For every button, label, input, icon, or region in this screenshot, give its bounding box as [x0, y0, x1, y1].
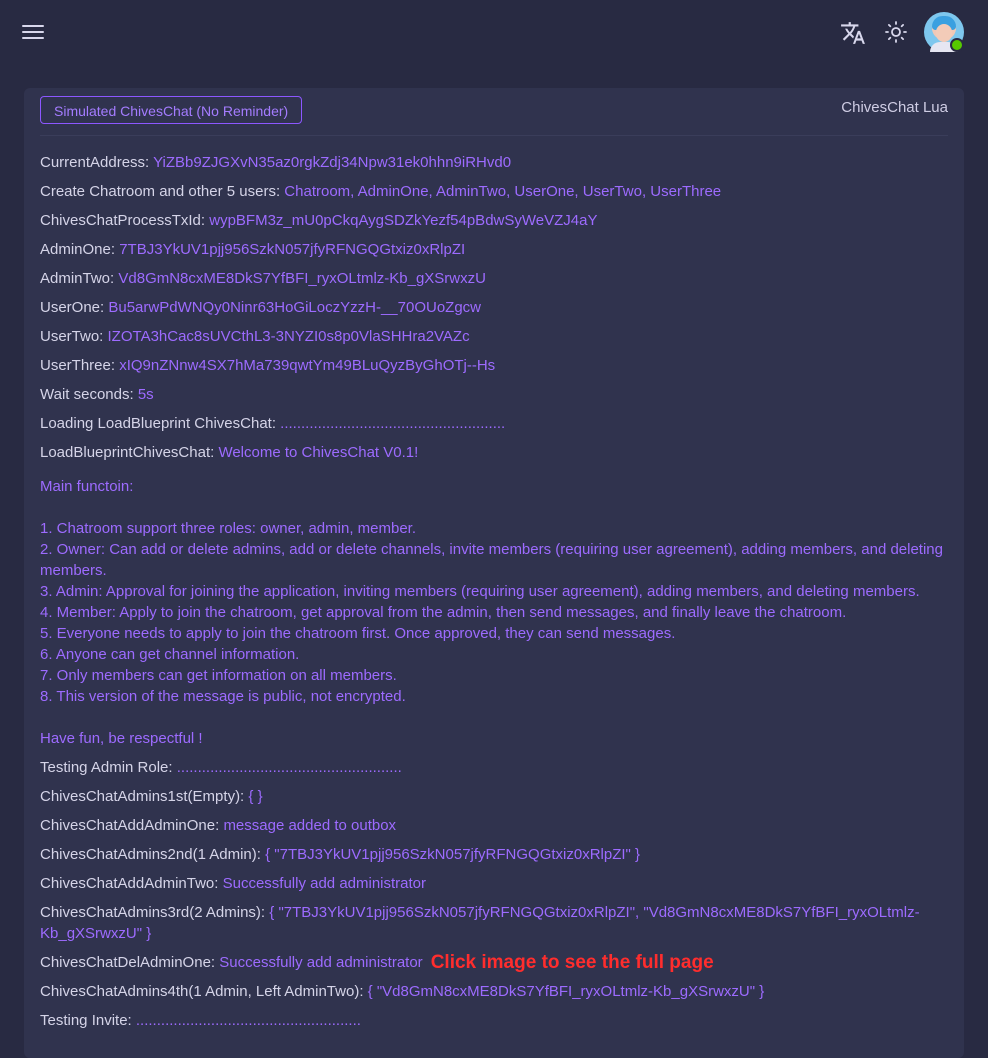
log-label: Testing Admin Role:	[40, 759, 177, 776]
log-line	[40, 152, 950, 173]
log-value: 7TBJ3YkUV1pjj956SzkN057jfyRFNGQGtxiz0xRlpZI	[119, 241, 466, 258]
log-label: ChivesChatAdmins1st(Empty):	[40, 788, 249, 805]
log-value: 5s	[137, 386, 154, 403]
log-line	[40, 326, 950, 347]
sun-icon[interactable]	[884, 20, 908, 44]
log-value: Welcome to ChivesChat V0.1!	[218, 444, 419, 461]
full-page-annotation[interactable]: Click image to see the full page	[430, 952, 714, 973]
log-label: ChivesChatAdmins2nd(1 Admin):	[40, 846, 266, 863]
log-label: CurrentAddress:	[40, 154, 154, 171]
log-value: { "7TBJ3YkUV1pjj956SzkN057jfyRFNGQGtxiz0xRlpZI" }	[265, 846, 641, 863]
log-line	[40, 181, 950, 202]
log-label: UserOne:	[40, 299, 109, 316]
log-line	[40, 981, 950, 1002]
log-line	[40, 902, 950, 944]
log-output	[40, 152, 950, 1039]
log-label: AdminOne:	[40, 241, 120, 258]
translate-icon[interactable]	[840, 20, 866, 46]
log-value: Vd8GmN8cxME8DkS7YfBFI_ryxOLtmlz-Kb_gXSrwxzU	[118, 270, 486, 287]
log-label: Create Chatroom and other 5 users:	[40, 183, 285, 200]
welcome-item: 4. Member: Apply to join the chatroom, get approval from the admin, then send messages, and finally leave the chatroom.	[40, 604, 847, 621]
welcome-item: 2. Owner: Can add or delete admins, add or delete channels, invite members (requiring user agreement), adding members, and deleting members.	[40, 541, 943, 579]
log-value: ......................................................	[280, 415, 506, 432]
log-line	[40, 442, 950, 463]
online-status-badge	[950, 38, 964, 52]
log-line	[40, 1010, 950, 1031]
log-value: Chatroom, AdminOne, AdminTwo, UserOne, UserTwo, UserThree	[284, 183, 722, 200]
log-line	[40, 355, 950, 376]
log-value: xIQ9nZNnw4SX7hMa739qwtYm49BLuQyzByGhOTj--Hs	[119, 357, 496, 374]
log-label: UserThree:	[40, 357, 120, 374]
log-lines-setup	[40, 152, 950, 463]
welcome-item: 7. Only members can get information on all members.	[40, 667, 397, 684]
log-line	[40, 873, 950, 894]
welcome-item: 6. Anyone can get channel information.	[40, 646, 300, 663]
chat-simulation-card	[24, 88, 964, 1058]
log-lines-admin	[40, 757, 950, 944]
log-value: wypBFM3z_mU0pCkqAygSDZkYezf54pBdwSyWeVZJ4aY	[209, 212, 598, 229]
log-line	[40, 384, 950, 405]
log-label: Wait seconds:	[40, 386, 138, 403]
log-line	[40, 210, 950, 231]
log-label: ChivesChatAdmins3rd(2 Admins):	[40, 904, 270, 921]
log-value: Bu5arwPdWNQy0Ninr63HoGiLoczYzzH-__70OUoZgcw	[108, 299, 481, 316]
welcome-message-block	[40, 476, 950, 749]
top-bar	[0, 0, 988, 64]
log-line	[40, 268, 950, 289]
log-label: Loading LoadBlueprint ChivesChat:	[40, 415, 281, 432]
log-value: YiZBb9ZJGXvN35az0rgkZdj34Npw31ek0hhn9iRHvd0	[153, 154, 512, 171]
log-line-del-admin	[40, 952, 950, 973]
log-value: { "7TBJ3YkUV1pjj956SzkN057jfyRFNGQGtxiz0xRlpZI", "Vd8GmN8cxME8DkS7YfBFI_ryxOLtmlz-Kb_gXSrwxzU" }	[40, 904, 920, 942]
hamburger-menu-icon[interactable]	[22, 22, 44, 42]
log-value: IZOTA3hCac8sUVCthL3-3NYZI0s8p0VlaSHHra2VAZc	[107, 328, 470, 345]
log-line	[40, 413, 950, 434]
welcome-item: 8. This version of the message is public, not encrypted.	[40, 688, 406, 705]
welcome-footer: Have fun, be respectful !	[40, 730, 203, 747]
log-value: ......................................................	[176, 759, 402, 776]
log-value: message added to outbox	[223, 817, 397, 834]
log-line	[40, 757, 950, 778]
log-lines-invite	[40, 981, 950, 1031]
log-label: ChivesChatAddAdminOne:	[40, 817, 224, 834]
log-line	[40, 844, 950, 865]
welcome-item: 3. Admin: Approval for joining the application, inviting members (requiring user agreement), adding members, and deleting members.	[40, 583, 920, 600]
log-line	[40, 239, 950, 260]
log-label: AdminTwo:	[40, 270, 119, 287]
log-line	[40, 786, 950, 807]
divider	[40, 135, 948, 136]
avatar[interactable]	[924, 12, 964, 52]
log-label: LoadBlueprintChivesChat:	[40, 444, 219, 461]
avatar-face	[936, 24, 952, 42]
log-label: Testing Invite:	[40, 1012, 136, 1029]
log-label: UserTwo:	[40, 328, 108, 345]
log-label: ChivesChatDelAdminOne:	[40, 954, 220, 971]
log-line	[40, 297, 950, 318]
log-value: Successfully add administrator	[222, 875, 427, 892]
log-line	[40, 815, 950, 836]
welcome-item: 1. Chatroom support three roles: owner, admin, member.	[40, 520, 417, 537]
card-header	[24, 88, 964, 134]
log-label: ChivesChatAddAdminTwo:	[40, 875, 223, 892]
log-value: ......................................................	[135, 1012, 361, 1029]
welcome-items	[40, 518, 950, 707]
log-value: { }	[248, 788, 263, 805]
log-label: ChivesChatAdmins4th(1 Admin, Left AdminTwo):	[40, 983, 368, 1000]
log-label: ChivesChatProcessTxId:	[40, 212, 210, 229]
welcome-heading: Main functoin:	[40, 478, 134, 495]
log-value: Successfully add administrator	[219, 954, 423, 971]
card-title: ChivesChat Lua	[841, 99, 948, 116]
log-value: { "Vd8GmN8cxME8DkS7YfBFI_ryxOLtmlz-Kb_gXSrwxzU" }	[367, 983, 765, 1000]
simulated-chiveschat-button[interactable]: Simulated ChivesChat (No Reminder)	[40, 96, 302, 124]
welcome-item: 5. Everyone needs to apply to join the chatroom first. Once approved, they can send messages.	[40, 625, 676, 642]
